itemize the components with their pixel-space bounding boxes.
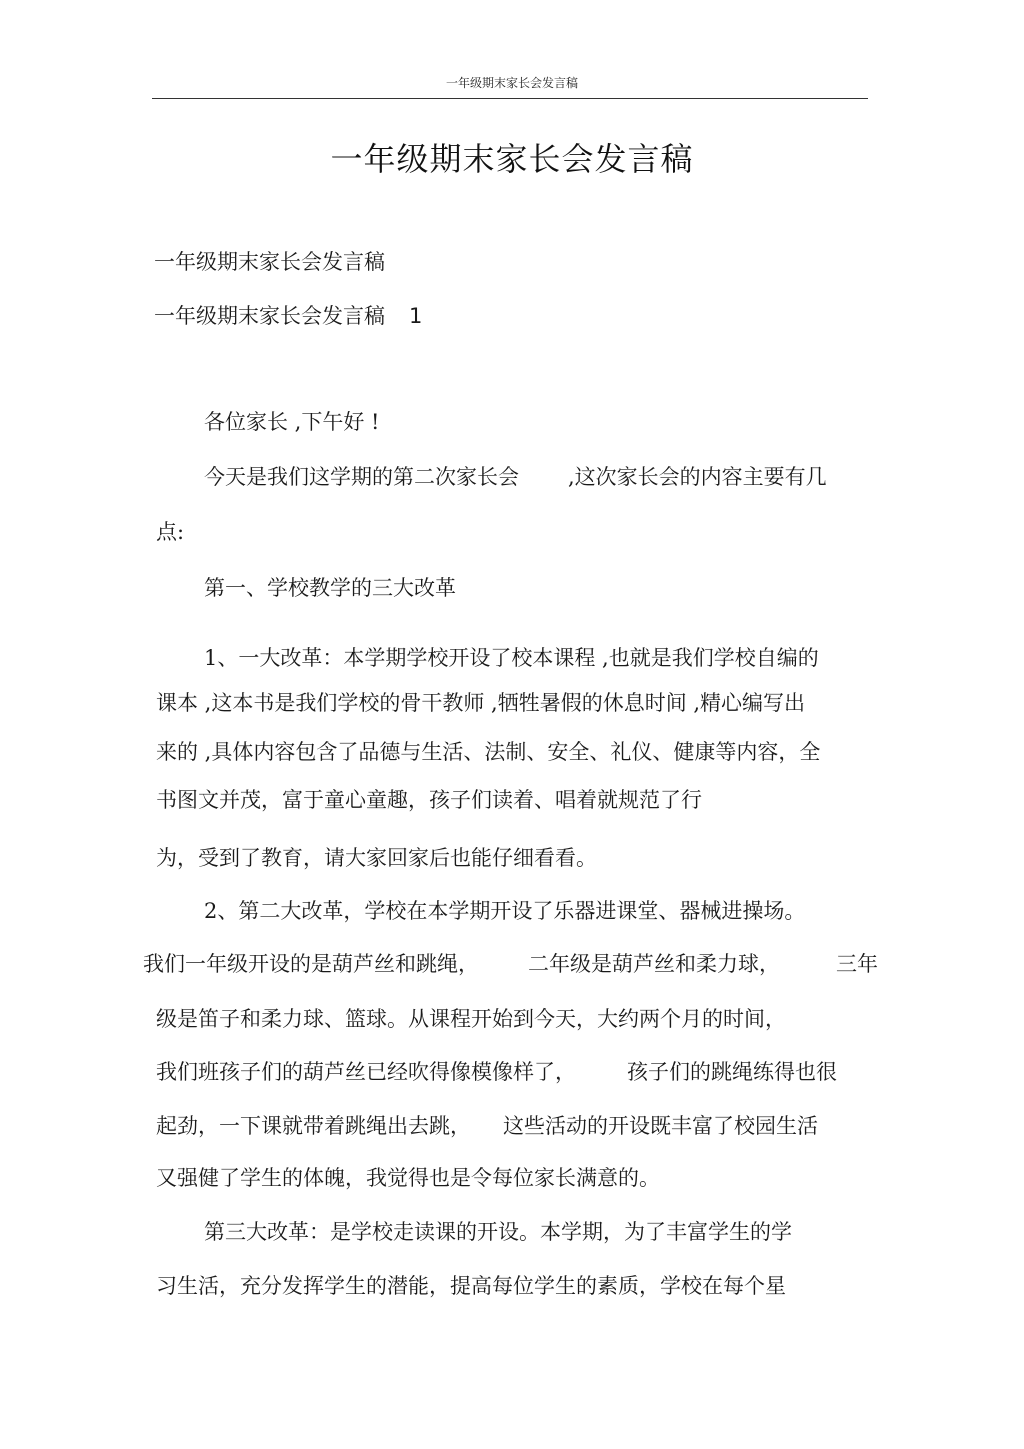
header-divider — [152, 98, 868, 99]
paragraph-2-line-segment: 三年 — [836, 952, 878, 976]
section-heading: 第一、学校教学的三大改革 — [204, 576, 456, 600]
paragraph-2-line-segment: 孩子们的跳绳练得也很 — [627, 1060, 837, 1084]
paragraph-2-line-segment: 这些活动的开设既丰富了校园生活 — [503, 1114, 818, 1138]
paragraph-3-line: 第三大改革：是学校走读课的开设。本学期，为了丰富学生的学 — [204, 1220, 792, 1244]
paragraph-2-line: 2、第二大改革，学校在本学期开设了乐器进课堂、器械进操场。 — [204, 899, 806, 923]
greeting: 各位家长 ,下午好 ! — [204, 410, 380, 434]
subtitle-text: 一年级期末家长会发言稿 — [154, 304, 385, 328]
intro-line-1a: 今天是我们这学期的第二次家长会 — [204, 465, 519, 489]
paragraph-2-line-segment: 起劲，一下课就带着跳绳出去跳， — [156, 1114, 471, 1138]
paragraph-2-line-segment: 我们一年级开设的是葫芦丝和跳绳， — [143, 952, 479, 976]
paragraph-1-line: 书图文并茂，富于童心童趣，孩子们读着、唱着就规范了行 — [156, 788, 702, 812]
paragraph-1-line: 为，受到了教育，请大家回家后也能仔细看看。 — [156, 846, 597, 870]
intro-line-2: 点: — [156, 520, 185, 544]
paragraph-2-line: 又强健了学生的体魄，我觉得也是令每位家长满意的。 — [156, 1166, 660, 1190]
paragraph-1-line: 来的 ,具体内容包含了品德与生活、法制、安全、礼仪、健康等内容，全 — [156, 740, 821, 764]
subtitle-number: 1 — [409, 304, 423, 328]
running-header: 一年级期末家长会发言稿 — [445, 76, 578, 90]
paragraph-2-line-segment: 我们班孩子们的葫芦丝已经吹得像模像样了， — [156, 1060, 576, 1084]
intro-line-1b: ,这次家长会的内容主要有几 — [568, 465, 827, 489]
paragraph-1-line: 课本 ,这本书是我们学校的骨干教师 ,牺牲暑假的休息时间 ,精心编写出 — [156, 691, 806, 715]
page-title: 一年级期末家长会发言稿 — [330, 140, 694, 178]
paragraph-2-line-segment: 二年级是葫芦丝和柔力球， — [528, 952, 780, 976]
subtitle-line-2 — [154, 300, 422, 330]
paragraph-2-line: 级是笛子和柔力球、篮球。从课程开始到今天，大约两个月的时间， — [156, 1007, 786, 1031]
paragraph-3-line: 习生活，充分发挥学生的潜能，提高每位学生的素质，学校在每个星 — [156, 1274, 786, 1298]
subtitle-line-1: 一年级期末家长会发言稿 — [154, 250, 385, 274]
paragraph-1-line: 1、一大改革：本学期学校开设了校本课程 ,也就是我们学校自编的 — [204, 646, 819, 670]
